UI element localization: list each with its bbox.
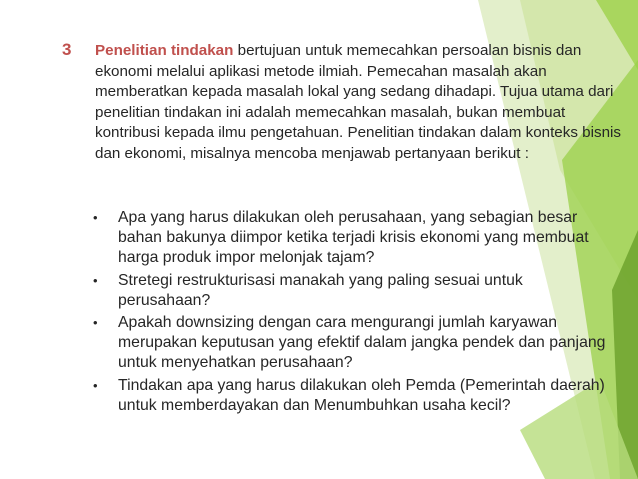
list-item xyxy=(91,313,606,374)
intro-text: bertujuan untuk memecahkan persoalan bisnis dan ekonomi melalui aplikasi metode ilmiah. Pemecahan masalah akan memberatkan kepada masalah lokal yang sedang dihadapi. Tujua utama dari penelitian tindakan ini adalah memecahkan masalah, bukan membuat kontribusi kepada ilmu pengetahuan. Penelitian tindakan dalam konteks bisnis dan ekonomi, misalnya mencoba menjawab pertanyaan berikut : xyxy=(95,42,621,162)
list-item-text: Tindakan apa yang harus dilakukan oleh Pemda (Pemerintah daerah) untuk memberdayakan dan Menumbuhkan usaha kecil? xyxy=(118,376,605,414)
slide-number: 3 xyxy=(62,40,72,59)
list-item-text: Apa yang harus dilakukan oleh perusahaan, yang sebagian besar bahan bakunya diimpor ketika terjadi krisis ekonomi yang membuat harga produk impor melonjak tajam? xyxy=(118,209,589,267)
list-item xyxy=(91,208,606,269)
list-item-text: Apakah downsizing dengan cara mengurangi jumlah karyawan merupakan keputusan yang efektif dalam jangka pendek dan panjang untuk menyehatkan perusahaan? xyxy=(118,314,606,372)
list-item-text: Stretegi restrukturisasi manakah yang paling sesuai untuk perusahaan? xyxy=(118,271,523,309)
highlight-term: Penelitian tindakan xyxy=(95,42,234,59)
bullet-icon: • xyxy=(93,210,98,225)
intro-paragraph xyxy=(95,41,630,165)
bullet-icon: • xyxy=(93,272,98,288)
list-item xyxy=(91,271,606,311)
bullet-icon: • xyxy=(93,377,98,393)
question-list xyxy=(91,208,606,418)
list-item xyxy=(91,376,606,416)
bullet-icon: • xyxy=(93,315,98,331)
